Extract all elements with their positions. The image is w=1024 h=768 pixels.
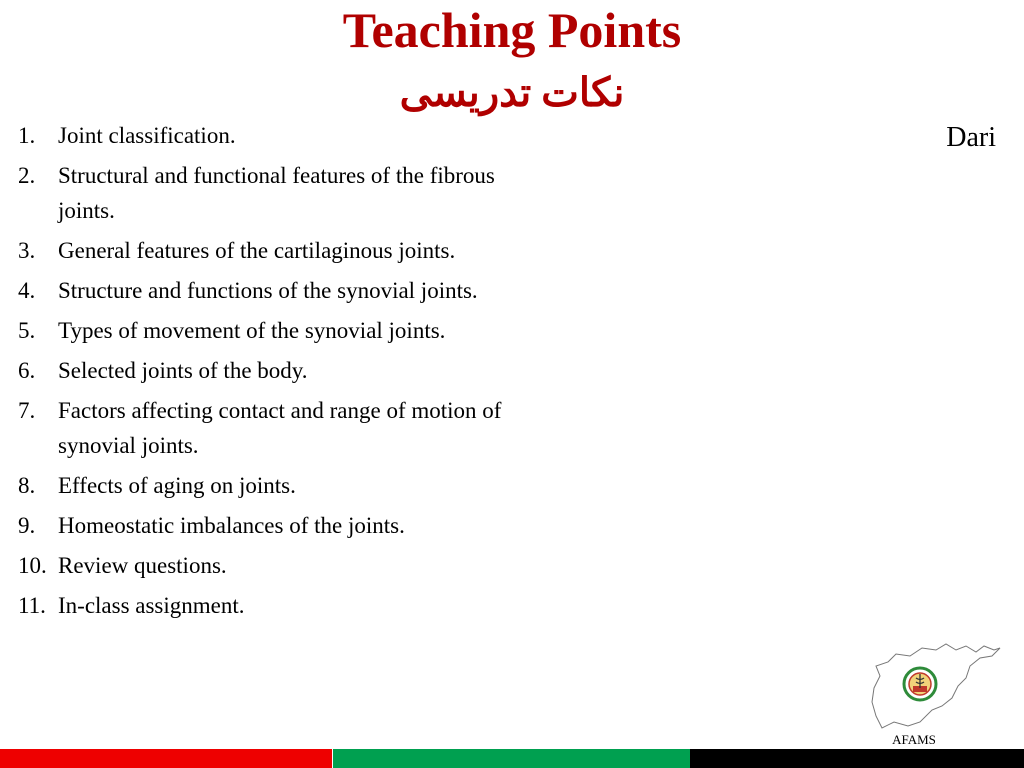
footer-bar-divider [332,749,333,768]
item-number: 8. [18,473,36,498]
list-item [18,393,518,463]
item-number: 4. [18,278,36,303]
list-item [18,588,518,623]
item-text: Factors affecting contact and range of motion of synovial joints. [58,398,502,458]
slide-title: Teaching Points [342,2,682,58]
item-text: Structure and functions of the synovial joints. [58,278,478,303]
afghanistan-map-logo [866,636,1002,732]
item-number: 7. [18,398,36,423]
item-number: 6. [18,358,36,383]
item-text: Joint classification. [58,123,236,148]
list-item [18,233,518,268]
logo-caption: AFAMS [892,732,936,747]
item-text: Selected joints of the body. [58,358,308,383]
item-text: Types of movement of the synovial joints. [58,318,446,343]
list-item [18,158,518,228]
list-item [18,468,518,503]
item-number: 11. [18,593,46,618]
list-item [18,118,518,153]
footer-bar-black [690,749,1024,768]
language-label: Dari [946,122,996,153]
slide-subtitle-dari: نکات تدریسی [399,70,625,115]
item-text: Effects of aging on joints. [58,473,296,498]
item-text: General features of the cartilaginous joints. [58,238,456,263]
item-number: 1. [18,123,36,148]
item-number: 3. [18,238,36,263]
item-number: 5. [18,318,36,343]
item-text: Review questions. [58,553,227,578]
item-text: Structural and functional features of the fibrous joints. [58,163,495,223]
list-item [18,548,518,583]
list-item [18,313,518,348]
list-item [18,353,518,388]
list-item [18,273,518,308]
item-number: 2. [18,163,36,188]
list-item [18,508,518,543]
footer-bar-red [0,749,332,768]
item-text: Homeostatic imbalances of the joints. [58,513,405,538]
item-text: In-class assignment. [58,593,245,618]
item-number: 9. [18,513,36,538]
teaching-points-list [18,118,518,628]
footer-bar-green [333,749,690,768]
item-number: 10. [18,553,47,578]
